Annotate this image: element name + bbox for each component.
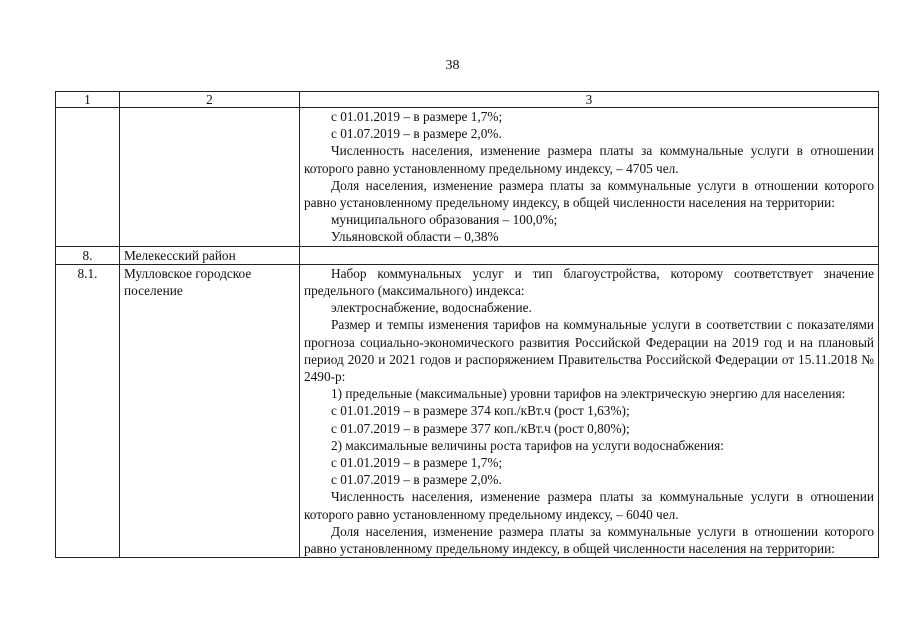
text-line: 2) максимальные величины роста тарифов на услуги водоснабжения: — [331, 437, 724, 453]
page-number: 38 — [445, 58, 460, 73]
column-header: 2 — [120, 92, 300, 108]
text-line: с 01.01.2019 – в размере 1,7%; — [331, 109, 503, 124]
paragraph: Доля населения, изменение размера платы за коммунальные услуги в отношении которого равно установленному предельному индексу, в общей численности населения на территории: — [304, 523, 874, 557]
column-header: 1 — [56, 92, 120, 108]
paragraph: Размер и темпы изменения тарифов на коммунальные услуги в соответствии с показателями прогноза социально-экономического развития Российской Федерации на 2019 год и на плановый период 2020 и 2021 годов и распоряжением Правительства Российской Федерации от 15.11.2018 № 2490-р: — [304, 317, 874, 385]
row-content — [300, 264, 879, 557]
paragraph: Численность населения, изменение размера платы за коммунальные услуги в отношении которого равно установленному предельному индексу, – 4705 чел. — [304, 143, 874, 176]
text-line: с 01.07.2019 – в размере 2,0%. — [331, 472, 502, 488]
text-line: с 01.07.2019 – в размере 377 коп./кВт.ч (рост 0,80%); — [331, 420, 630, 436]
table-row — [56, 108, 879, 247]
row-content — [300, 246, 879, 264]
document-table — [55, 91, 879, 558]
text-line: электроснабжение, водоснабжение. — [331, 300, 532, 316]
paragraph: Набор коммунальных услуг и тип благоустройства, которому соответствует значение предельного (максимального) индекса: — [304, 265, 874, 299]
text-line: с 01.01.2019 – в размере 374 коп./кВт.ч (рост 1,63%); — [331, 403, 630, 419]
paragraph: Доля населения, изменение размера платы за коммунальные услуги в отношении которого равно установленному предельному индексу, в общей численности населения на территории: — [304, 177, 874, 211]
table-row — [56, 264, 879, 557]
district-name: Мелекесский район — [120, 246, 300, 264]
municipality-name: Мулловское городское поселение — [120, 264, 300, 557]
row-number — [56, 108, 120, 247]
row-content — [300, 108, 879, 247]
table-header-row — [56, 92, 879, 108]
municipality-name — [120, 108, 300, 247]
row-number: 8. — [56, 246, 120, 264]
column-header: 3 — [300, 92, 879, 108]
text-line: муниципального образования – 100,0%; — [331, 212, 558, 228]
text-line: с 01.01.2019 – в размере 1,7%; — [331, 455, 503, 471]
paragraph: 1) предельные (максимальные) уровни тарифов на электрическую энергию для населения: — [331, 386, 846, 402]
row-number: 8.1. — [56, 264, 120, 557]
paragraph: Численность населения, изменение размера платы за коммунальные услуги в отношении которого равно установленному предельному индексу, – 6040 чел. — [304, 489, 874, 522]
table-row — [56, 246, 879, 264]
text-line: Ульяновской области – 0,38% — [331, 229, 499, 245]
text-line: с 01.07.2019 – в размере 2,0%. — [331, 126, 502, 142]
